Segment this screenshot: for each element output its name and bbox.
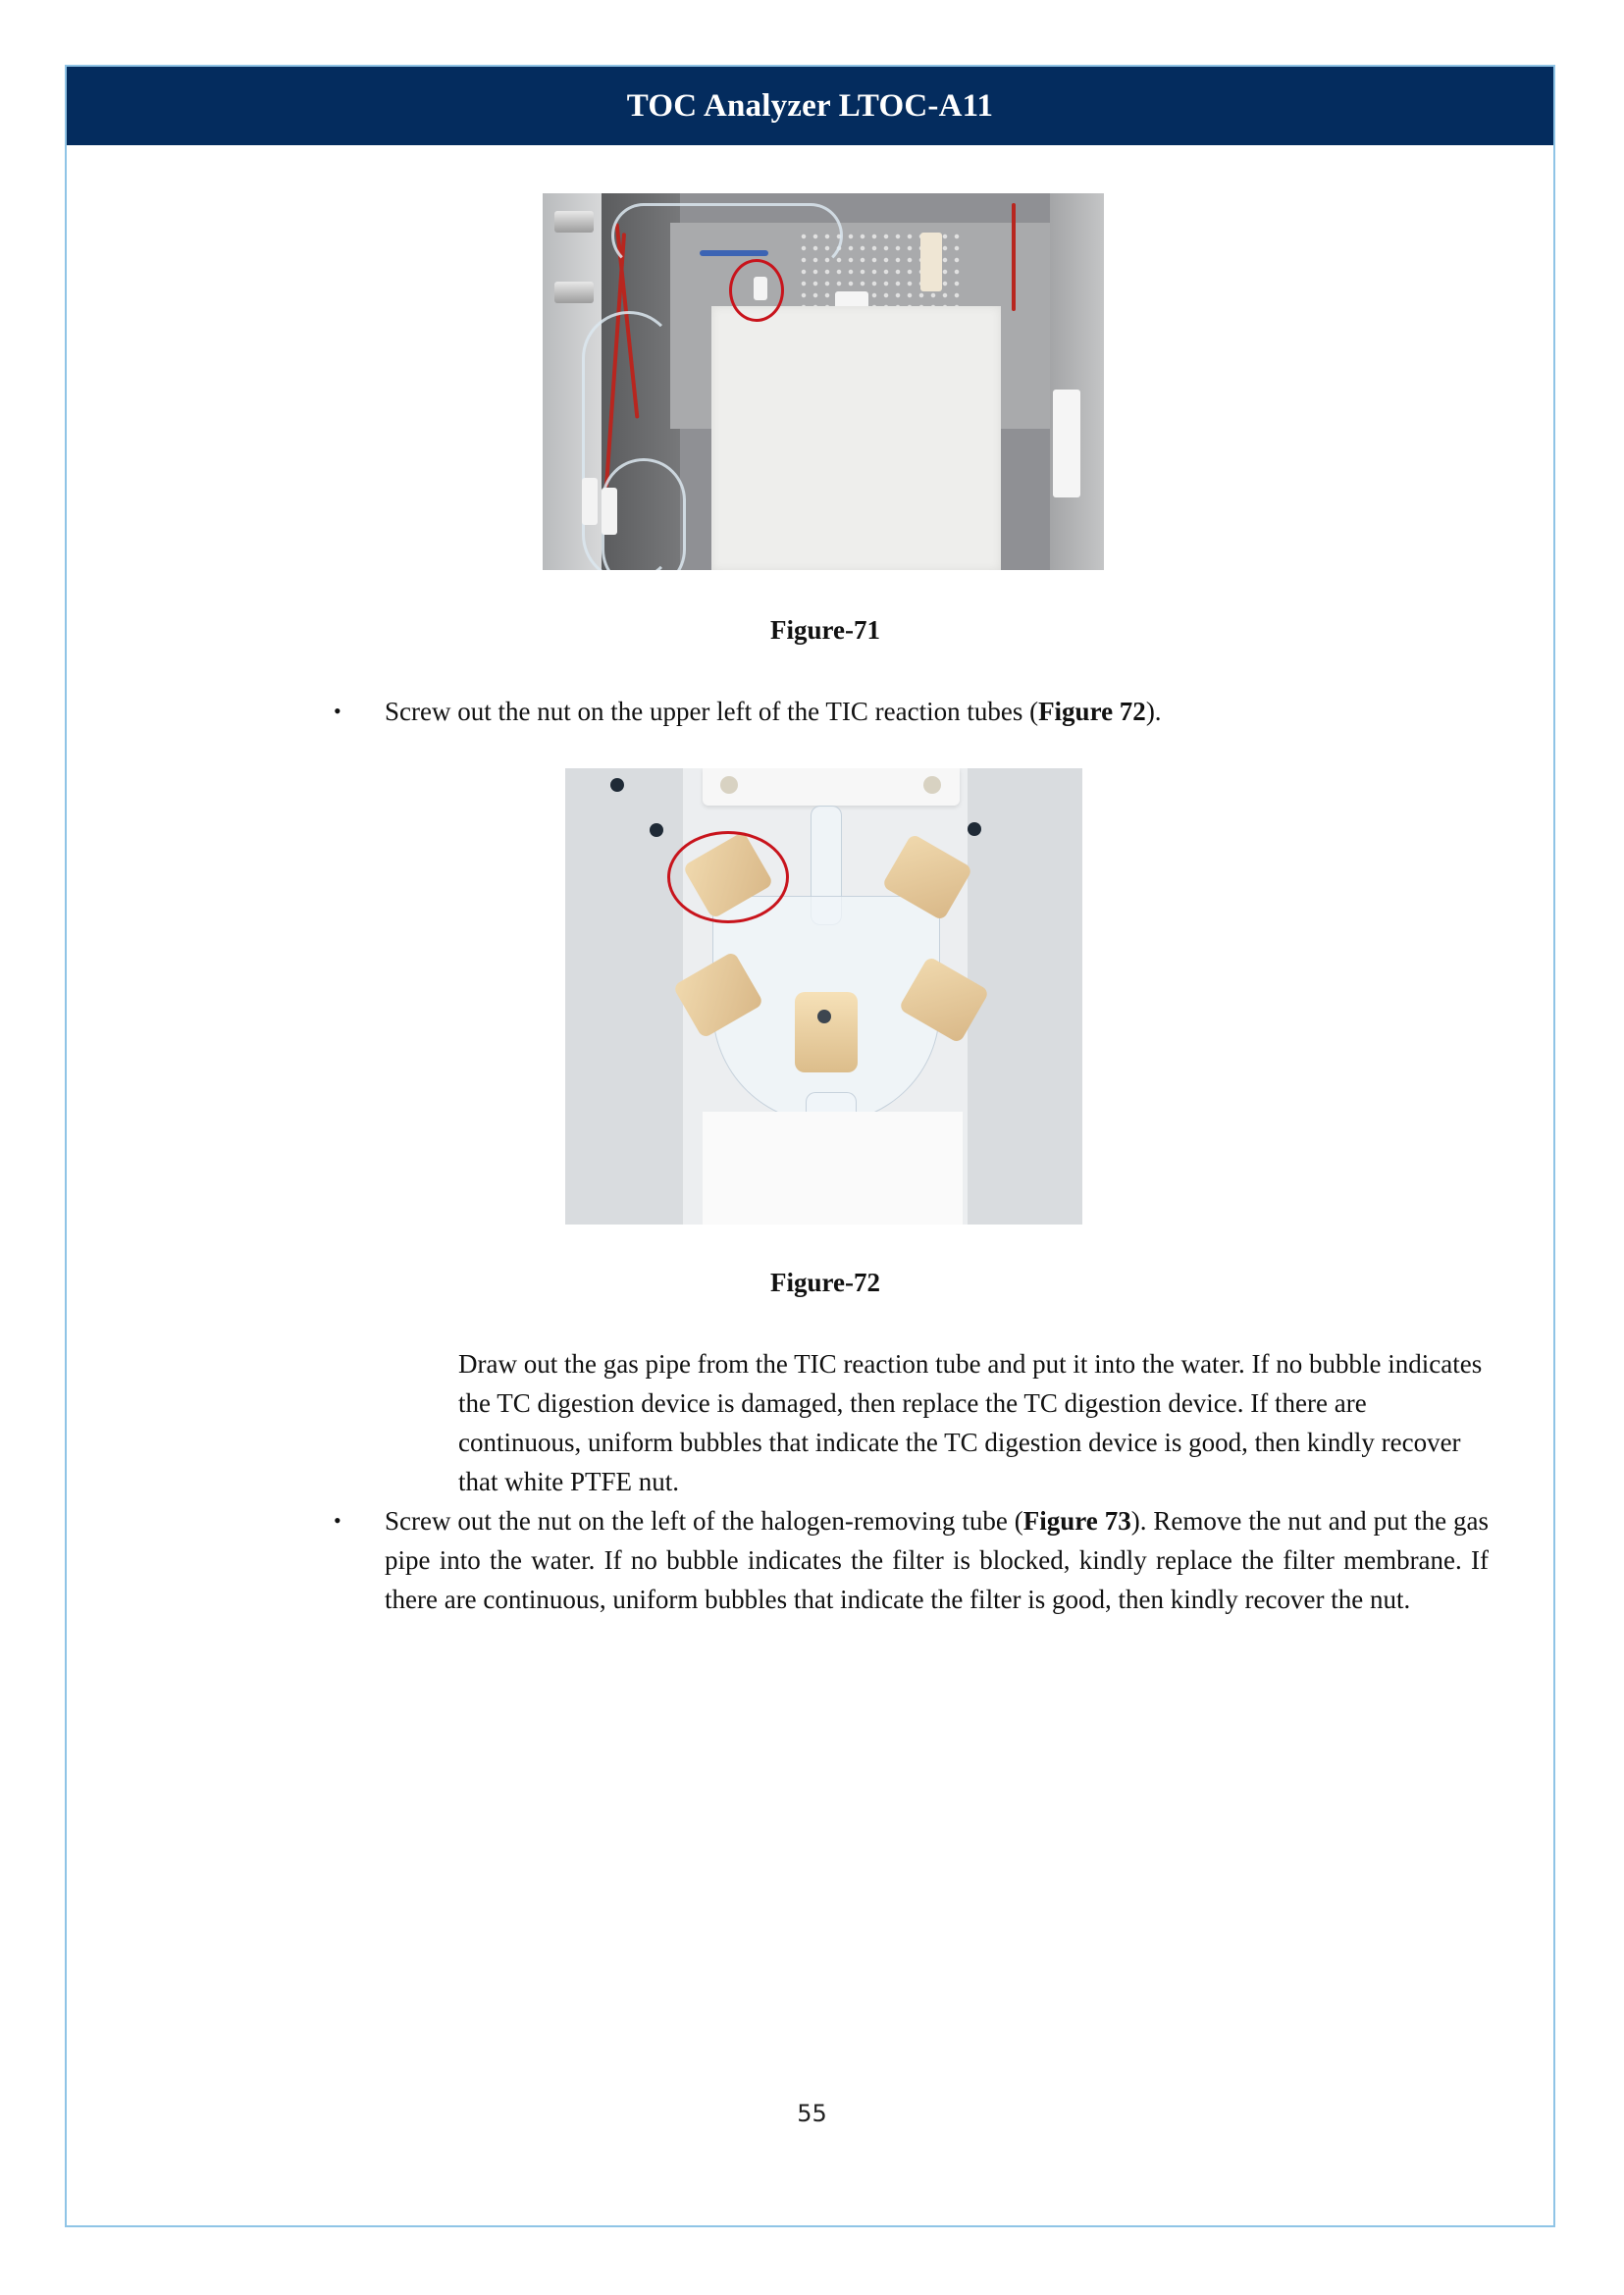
bullet-text-part: ). Remove the nut and put the gas pipe into the water. If no bubble indicates the filter is blocked, kindly replace the filter membrane. If there are continuous, uniform bubbles that indicate the filter is good, then kindly recover the nut. <box>385 1506 1490 1614</box>
screw <box>610 778 624 792</box>
bullet-text-part: Screw out the nut on the upper left of the TIC reaction tubes ( <box>385 697 1039 726</box>
highlight-circle <box>667 831 789 923</box>
gas-fitting <box>554 282 594 303</box>
gas-tube <box>611 203 843 268</box>
instruction-paragraph: Draw out the gas pipe from the TIC reaction tube and put it into the water. If no bubble indicates the TC digestion device is damaged, then replace the TC digestion device. If there are continuous, uniform bubbles that indicate the TC digestion device is good, then kindly recover that white PTFE nut. <box>458 1349 1483 1496</box>
document-header <box>67 67 1553 145</box>
figure-71-photo <box>543 193 1104 570</box>
valve <box>582 478 598 525</box>
white-cover-box <box>711 306 1001 570</box>
valve <box>602 488 617 535</box>
bullet-icon: • <box>334 699 341 723</box>
bullet-text <box>385 1501 1489 1619</box>
base-block <box>703 1112 963 1225</box>
highlight-circle <box>729 259 784 322</box>
bullet-item <box>334 1501 1489 1619</box>
bullet-item <box>334 692 1492 731</box>
screw <box>650 823 663 837</box>
figure-reference: Figure 72 <box>1038 697 1146 726</box>
figure-72-caption: Figure-72 <box>770 1268 880 1297</box>
hole <box>720 776 738 794</box>
red-wire <box>1012 203 1016 311</box>
page-number: 55 <box>797 2100 827 2127</box>
top-block <box>703 768 960 806</box>
figure-71-caption: Figure-71 <box>770 615 880 645</box>
center-nut <box>795 992 858 1072</box>
figure-reference: Figure 73 <box>1022 1506 1131 1536</box>
cabinet-right-panel <box>1050 193 1104 570</box>
figure-72-photo <box>565 768 1082 1225</box>
bullet-text <box>385 692 1162 731</box>
bullet-text-part: ). <box>1145 697 1162 726</box>
screw <box>968 822 981 836</box>
valve <box>920 233 942 291</box>
filter-housing <box>1053 390 1080 497</box>
bullet-text-part: Screw out the nut on the left of the halogen-removing tube ( <box>385 1506 1023 1536</box>
hole <box>923 776 941 794</box>
document-title: TOC Analyzer LTOC-A11 <box>626 87 994 124</box>
gas-fitting <box>554 211 594 233</box>
bullet-icon: • <box>334 1508 341 1533</box>
